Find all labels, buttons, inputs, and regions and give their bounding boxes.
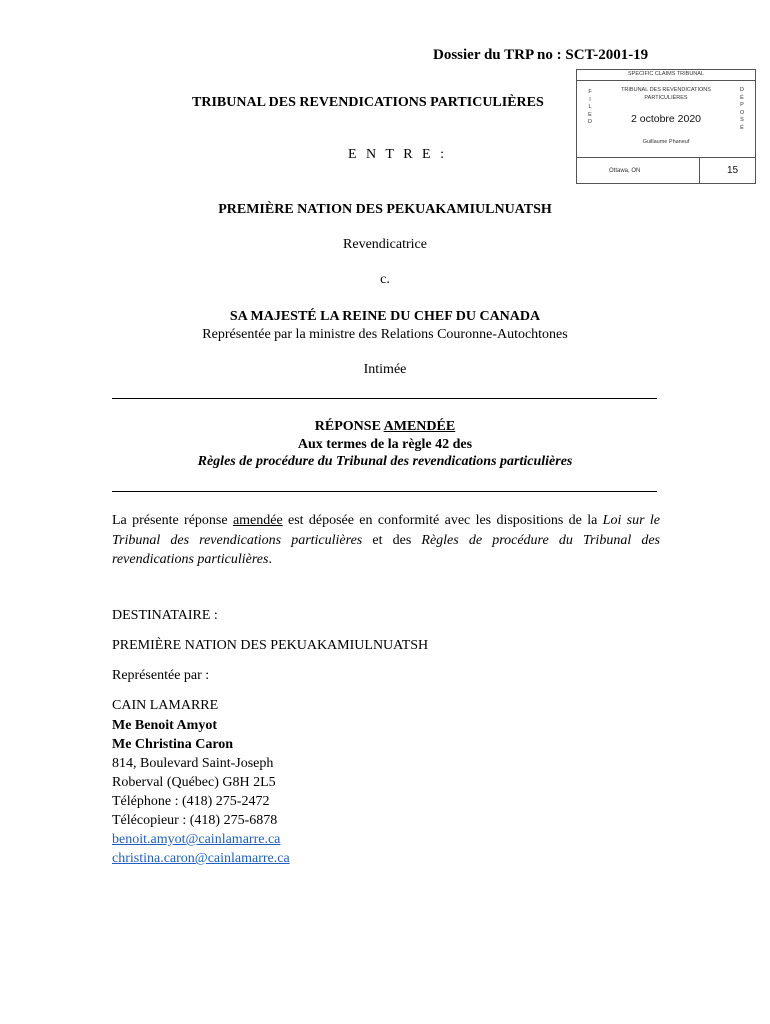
divider-bottom: [112, 491, 657, 492]
rules-title: Règles de procédure du Tribunal des revendications particulières: [197, 454, 573, 469]
respondent-represented: Représentée par la ministre des Relations Couronne-Autochtones: [202, 327, 568, 342]
stamp-location: Ottawa, ON: [609, 168, 641, 174]
stamp-title: SPECIFIC CLAIMS TRIBUNAL: [628, 71, 704, 77]
city-postal: Roberval (Québec) G8H 2L5: [112, 775, 276, 790]
lawyer-name-2: Me Christina Caron: [112, 737, 234, 752]
respondent-role: Intimée: [363, 362, 407, 377]
respondent-name: SA MAJESTÉ LA REINE DU CHEF DU CANADA: [229, 309, 541, 324]
recipient-label: DESTINATAIRE :: [112, 608, 218, 623]
stamp-subtitle: TRIBUNAL DES REVENDICATIONS PARTICULIÈRES: [621, 87, 711, 101]
stamp-signatory: Guillaume Phaneuf: [642, 139, 690, 145]
file-number: Dossier du TRP no : SCT-2001-19: [433, 47, 649, 63]
claimant-role: Revendicatrice: [343, 237, 427, 252]
street-address: 814, Boulevard Saint-Joseph: [112, 756, 274, 771]
between-label: E N T R E :: [348, 147, 447, 162]
fax-number: Télécopieur : (418) 275-6878: [112, 813, 278, 828]
email-link-2[interactable]: christina.caron@cainlamarre.ca: [112, 851, 290, 866]
recipient-name: PREMIÈRE NATION DES PEKUAKAMIULNUATSH: [112, 638, 429, 653]
claimant-name: PREMIÈRE NATION DES PEKUAKAMIULNUATSH: [218, 202, 552, 217]
stamp-depose-letters: D É P O S É: [739, 87, 745, 131]
stamp-date: 2 octobre 2020: [630, 113, 702, 125]
divider-top: [112, 398, 657, 399]
represented-by-label: Représentée par :: [112, 668, 210, 683]
filing-stamp: [576, 69, 756, 184]
versus-label: c.: [380, 272, 390, 287]
stamp-number: 15: [727, 165, 739, 176]
law-firm: CAIN LAMARRE: [112, 698, 219, 713]
phone-number: Téléphone : (418) 275-2472: [112, 794, 270, 809]
lawyer-name-1: Me Benoit Amyot: [112, 718, 217, 733]
stamp-filed-letters: F I L E D: [588, 89, 592, 125]
email-link-1[interactable]: benoit.amyot@cainlamarre.ca: [112, 832, 281, 847]
tribunal-name: TRIBUNAL DES REVENDICATIONS PARTICULIÈRES: [192, 95, 544, 110]
document-title: RÉPONSE AMENDÉE: [314, 419, 456, 434]
rule-reference: Aux termes de la règle 42 des: [297, 437, 473, 452]
intro-paragraph: La présente réponse amendée est déposée en conformité avec les dispositions de la Loi sur le Tribunal des revendications particulières et des Règles de procédure du Tribunal des revendications particulières.: [112, 513, 661, 567]
